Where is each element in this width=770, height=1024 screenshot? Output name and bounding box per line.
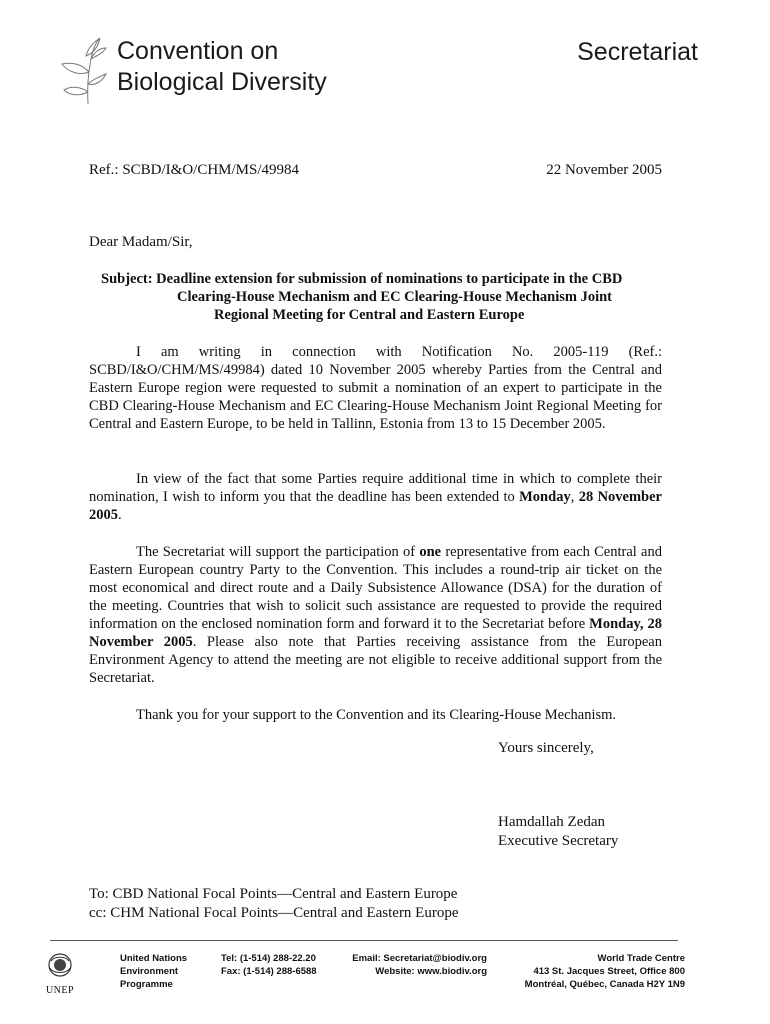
paragraph-1 — [89, 343, 662, 433]
unep-label: UNEP — [45, 985, 75, 996]
paragraph-3-text-c: . Please also note that Parties receiving assistance from the European Environment Agency to attend the meeting are not eligible to receive additional support from the Secretariat. — [89, 634, 662, 686]
signer-name: Hamdallah Zedan — [498, 814, 606, 830]
paragraph-1-text: I am writing in connection with Notification No. 2005-119 (Ref.: SCBD/I&O/CHM/MS/49984) dated 10 November 2005 whereby Parties from the Central and Eastern Europe region were requested to submit a nomination of an expert to participate in the CBD Clearing-House Mechanism and EC Clearing-House Mechanism Joint Regional Meeting for Central and Eastern Europe, to be held in Tallinn, Estonia from 13 to 15 December 2005. — [89, 344, 662, 432]
subject-line-2: Clearing-House Mechanism and EC Clearing-House Mechanism Joint — [177, 289, 612, 305]
footer-phone — [221, 952, 317, 978]
subject-line-3: Regional Meeting for Central and Eastern Europe — [214, 307, 525, 323]
footer-contact — [344, 952, 487, 978]
programme-line-3: Programme — [120, 979, 173, 990]
un-globe-icon — [47, 952, 73, 978]
cc-line: cc: CHM National Focal Points—Central and Eastern Europe — [89, 905, 459, 921]
subject-block — [101, 270, 661, 324]
paragraph-3-text-a: The Secretariat will support the participation of — [136, 544, 420, 560]
paragraph-2 — [89, 470, 662, 524]
email: Email: Secretariat@biodiv.org — [352, 953, 487, 964]
telephone: Tel: (1-514) 288-22.20 — [221, 953, 316, 964]
signer-title: Executive Secretary — [498, 833, 619, 849]
organization-name — [117, 36, 327, 98]
address-line-3: Montréal, Québec, Canada H2Y 1N9 — [524, 979, 685, 990]
representative-count: one — [419, 544, 442, 560]
footer-divider — [50, 940, 678, 941]
paragraph-4-text: Thank you for your support to the Convention and its Clearing-House Mechanism. — [136, 707, 617, 723]
submission-deadline: Monday, 28 November 2005 — [89, 616, 662, 650]
programme-line-1: United Nations — [120, 953, 188, 964]
address-line-1: World Trade Centre — [597, 953, 685, 964]
secretariat-title: Secretariat — [577, 38, 698, 66]
fax: Fax: (1-514) 288-6588 — [221, 966, 317, 977]
salutation: Dear Madam/Sir, — [89, 234, 193, 250]
website: Website: www.biodiv.org — [375, 966, 487, 977]
paragraph-2-end: . — [118, 507, 122, 523]
paragraph-4 — [89, 706, 662, 724]
deadline-day: Monday — [519, 489, 571, 505]
paragraph-2-text: In view of the fact that some Parties require additional time in which to complete their nomination, I wish to inform you that the deadline has been extended to — [89, 471, 662, 505]
letter-date: 22 November 2005 — [546, 162, 662, 178]
paragraph-3 — [89, 543, 662, 687]
signature-block — [498, 813, 618, 851]
unep-emblem — [40, 952, 80, 996]
cbd-leaf-logo-icon — [58, 34, 108, 106]
deadline-date: 28 November 2005 — [89, 489, 662, 523]
org-line-1: Convention on — [117, 37, 279, 65]
paragraph-3-text-b: representative from each Central and Eastern European country Party to the Convention. This includes a round-trip air ticket on the most economical and direct route and a Daily Subsistence Allowance (DSA) for the duration of the meeting. Countries that wish to solicit such assistance are requested to provide the required information on the enclosed nomination form and forward it to the Secretariat before — [89, 544, 662, 632]
programme-line-2: Environment — [120, 966, 179, 977]
reference-number: Ref.: SCBD/I&O/CHM/MS/49984 — [89, 162, 300, 178]
to-line: To: CBD National Focal Points—Central and Eastern Europe — [89, 886, 458, 902]
subject-line-1: Subject: Deadline extension for submission of nominations to participate in the CBD — [101, 271, 623, 287]
footer-programme — [120, 952, 187, 991]
address-line-2: 413 St. Jacques Street, Office 800 — [533, 966, 685, 977]
footer-address — [525, 952, 685, 991]
distribution-list — [89, 885, 459, 923]
org-line-2: Biological Diversity — [117, 68, 327, 96]
paragraph-2-sep: , — [570, 489, 579, 505]
closing: Yours sincerely, — [498, 740, 594, 756]
